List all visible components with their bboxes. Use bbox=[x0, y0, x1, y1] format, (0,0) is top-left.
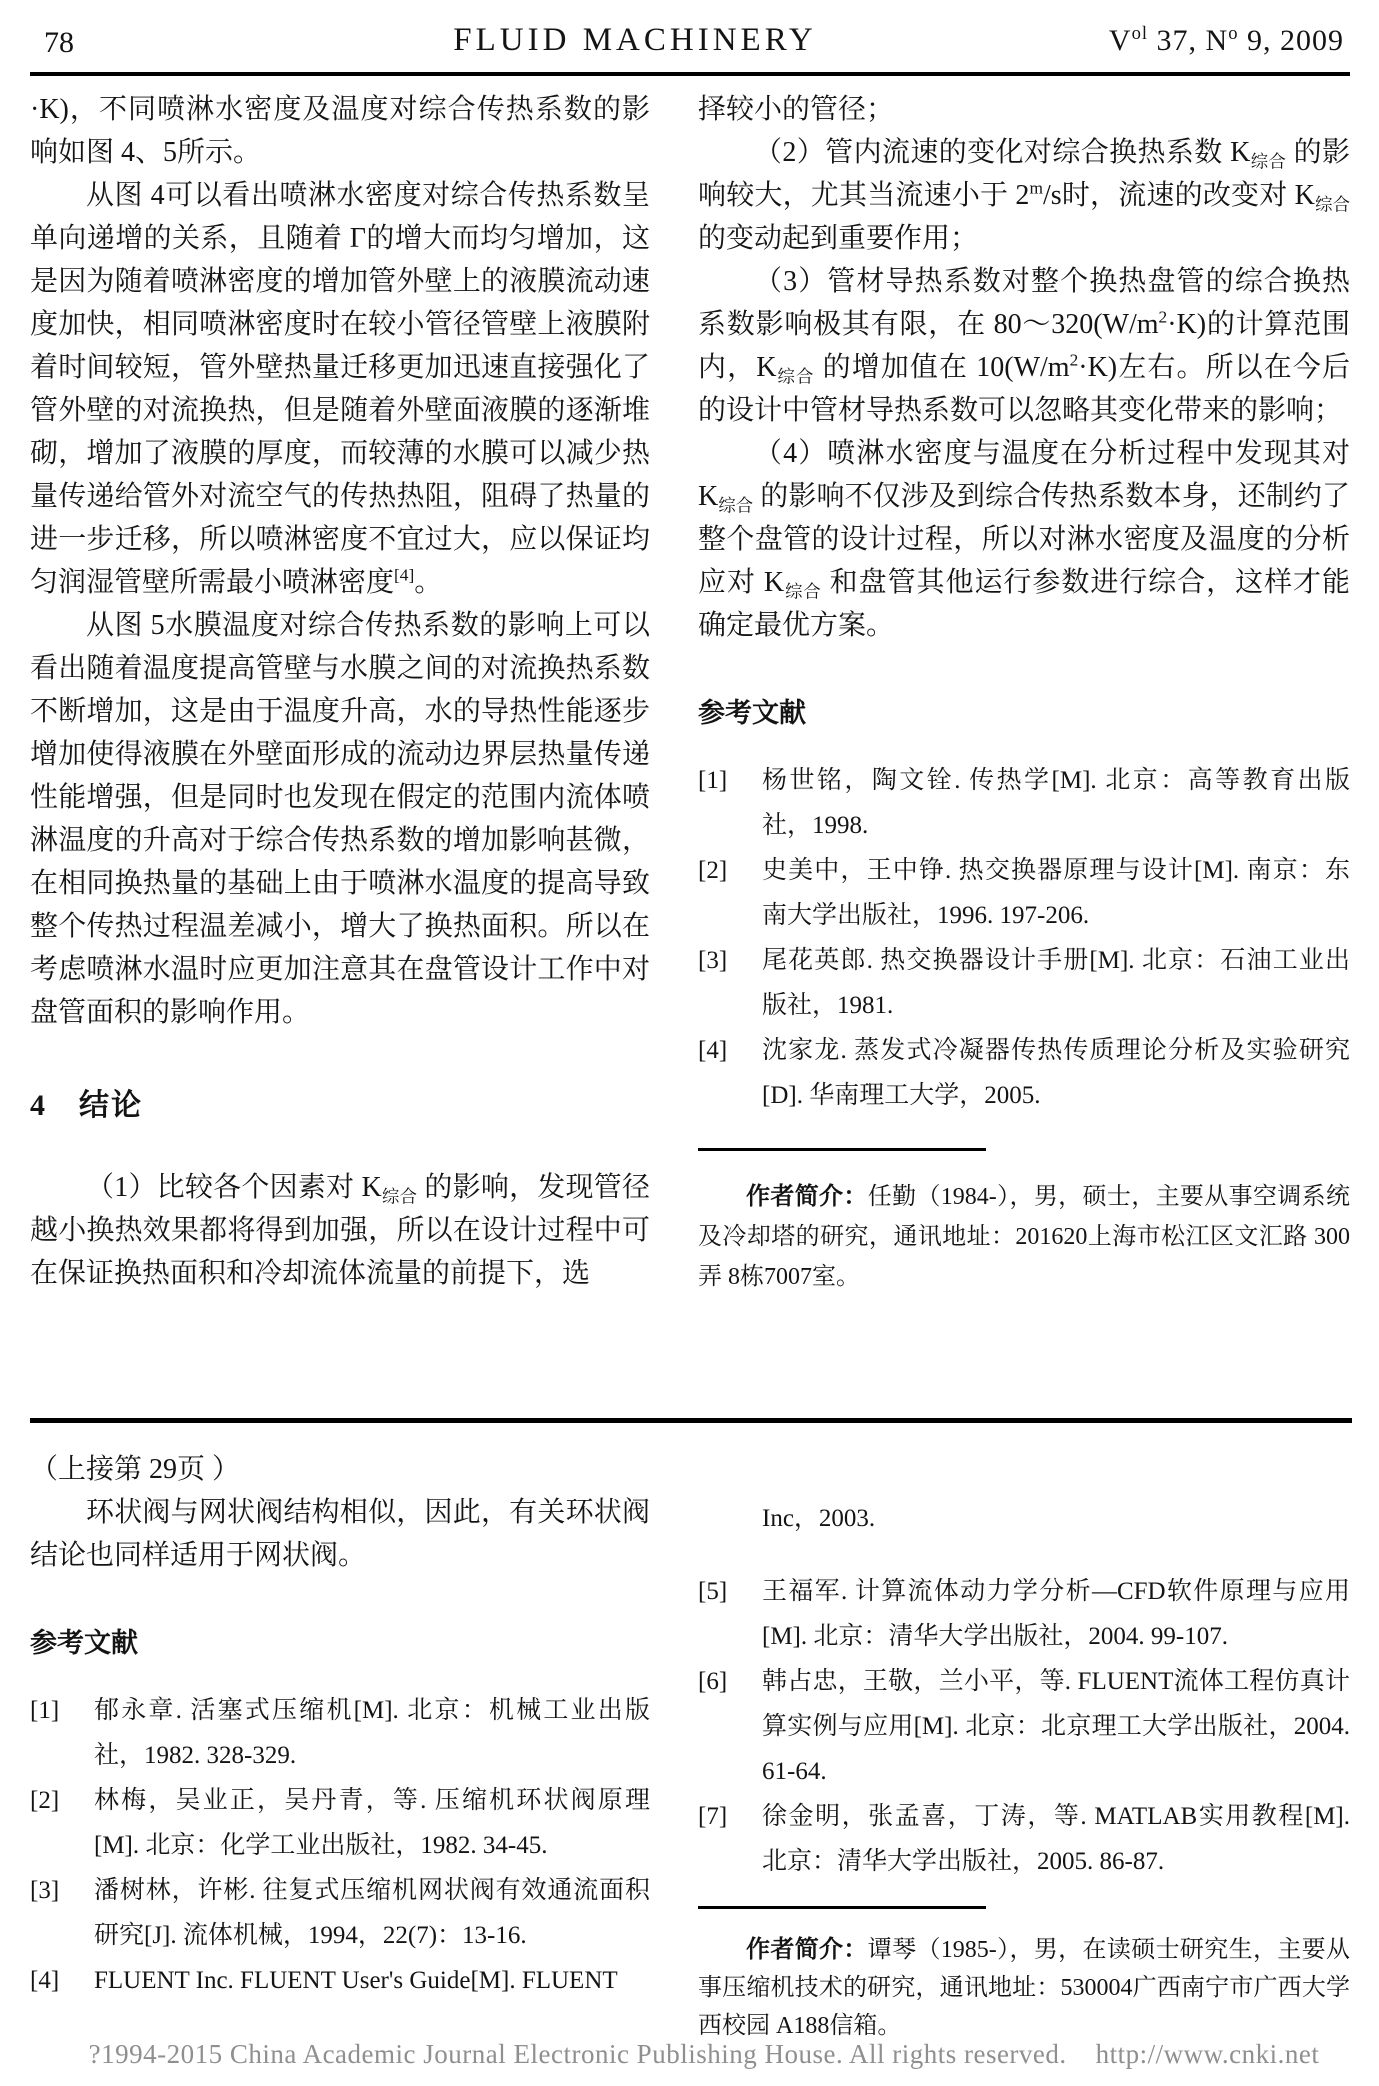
ref-text: 郁永章. 活塞式压缩机[M]. 北京：机械工业出版社，1982. 328-329. bbox=[94, 1697, 650, 1769]
ref-number: [1] bbox=[698, 767, 728, 794]
reference-item bbox=[698, 1569, 1350, 1659]
ref-number: [6] bbox=[698, 1668, 728, 1695]
references-heading: 参考文献 bbox=[30, 1628, 138, 1658]
references-heading: 参考文献 bbox=[698, 698, 806, 728]
ref-number: [3] bbox=[30, 1877, 60, 1904]
reference-item bbox=[698, 1659, 1350, 1794]
reference-item bbox=[698, 1028, 1350, 1118]
ref-text: 林梅，吴业正，吴丹青，等. 压缩机环状阀原理[M]. 北京：化学工业出版社，1982. 34-45. bbox=[94, 1787, 650, 1859]
page-number: 78 bbox=[44, 26, 74, 59]
ref-number: [2] bbox=[30, 1787, 60, 1814]
ref-number: [3] bbox=[698, 947, 728, 974]
article-divider-rule bbox=[30, 1418, 1352, 1423]
paragraph: 环状阀与网状阀结构相似，因此，有关环状阀结论也同样适用于网状阀。 bbox=[30, 1497, 650, 1571]
ref-number: [4] bbox=[698, 1037, 728, 1064]
left-column bbox=[30, 88, 650, 1297]
section-heading-conclusion: 4 结论 bbox=[30, 1089, 143, 1122]
ref-text: 王福军. 计算流体动力学分析—CFD软件原理与应用[M]. 北京：清华大学出版社，2004. 99-107. bbox=[762, 1578, 1350, 1650]
reference-item bbox=[30, 1778, 650, 1868]
ref-continuation-text: Inc，2003. bbox=[762, 1505, 876, 1532]
left-column bbox=[30, 1448, 650, 2045]
ref-text: 杨世铭，陶文铨. 传热学[M]. 北京：高等教育出版社，1998. bbox=[762, 767, 1350, 839]
ref-text: 韩占忠，王敬，兰小平，等. FLUENT流体工程仿真计算实例与应用[M]. 北京：北京理工大学出版社，2004. 61-64. bbox=[762, 1668, 1350, 1785]
author-bio: 作者简介：任勤（1984-），男，硕士，主要从事空调系统及冷却塔的研究，通讯地址：201620上海市松江区文汇路 300弄 8栋7007室。 bbox=[698, 1184, 1351, 1290]
paragraph: （4）喷淋水密度与温度在分析过程中发现其对 $K_{综合}$ 的影响不仅涉及到综合传热系数本身，还制约了整个盘管的设计过程，所以对淋水密度及温度的分析应对 $K_{综合}$ 和盘管其他运行参数进行综合，这样才能确定最优方案。 bbox=[698, 438, 1350, 641]
ref-text: FLUENT Inc. FLUENT User's Guide[M]. FLUENT bbox=[94, 1967, 618, 1994]
author-bio-rule bbox=[698, 1148, 986, 1151]
reference-item bbox=[698, 938, 1350, 1028]
ref-text: 史美中，王中铮. 热交换器原理与设计[M]. 南京：东南大学出版社，1996. 197-206. bbox=[762, 857, 1350, 929]
paragraph: 择较小的管径； bbox=[698, 94, 895, 125]
author-bio: 作者简介：谭琴（1985-），男，在读硕士研究生，主要从事压缩机技术的研究，通讯地址：530004广西南宁市广西大学西校园 A188信箱。 bbox=[698, 1937, 1351, 2039]
ref-text: 沈家龙. 蒸发式冷凝器传热传质理论分析及实验研究[D]. 华南理工大学，2005. bbox=[762, 1037, 1350, 1109]
ref-text: 尾花英郎. 热交换器设计手册[M]. 北京：石油工业出版社，1981. bbox=[762, 947, 1350, 1019]
header-rule bbox=[30, 72, 1350, 76]
right-column bbox=[698, 88, 1350, 1297]
continued-article-body bbox=[30, 1448, 1350, 2045]
paragraph: （2）管内流速的变化对综合换热系数 $K_{综合}$ 的影响较大，尤其当流速小于 2$^m$/s时，流速的改变对 $K_{综合}$ 的变动起到重要作用； bbox=[698, 137, 1350, 254]
issue-info: $V^{ol}$ 37, $N^o$ 9, 2009 bbox=[1108, 23, 1344, 57]
reference-item bbox=[698, 758, 1350, 848]
reference-item bbox=[30, 1958, 650, 2003]
paragraph: ·K)，不同喷淋水密度及温度对综合传热系数的影响如图 4、5所示。 bbox=[30, 94, 650, 168]
ref-text: 潘树林，许彬. 往复式压缩机网状阀有效通流面积研究[J]. 流体机械，1994，22(7)：13-16. bbox=[94, 1877, 650, 1949]
paragraph: （1）比较各个因素对 $K_{综合}$ 的影响，发现管径越小换热效果都将得到加强，所以在设计过程中可在保证换热面积和冷却流体流量的前提下，选 bbox=[30, 1172, 650, 1289]
paragraph: 从图 5水膜温度对综合传热系数的影响上可以看出随着温度提高管壁与水膜之间的对流换热系数不断增加，这是由于温度升高，水的导热性能逐步增加使得液膜在外壁面形成的流动边界层热量传递性能增强，但是同时也发现在假定的范围内流体喷淋温度的升高对于综合传热系数的增加影响甚微，在相同换热量的基础上由于喷淋水温度的提高导致整个传热过程温差减小，增大了换热面积。所以在考虑喷淋水温时应更加注意其在盘管设计工作中对盘管面积的影响作用。 bbox=[30, 610, 650, 1028]
reference-item bbox=[30, 1868, 650, 1958]
copyright-text: ?1994-2015 China Academic Journal Electronic Publishing House. All rights reserved. http://www.cnki.net bbox=[88, 2039, 1320, 2069]
ref-number: [2] bbox=[698, 857, 728, 884]
ref-number: [1] bbox=[30, 1697, 60, 1724]
reference-item bbox=[30, 1688, 650, 1778]
author-bio-rule bbox=[698, 1906, 986, 1909]
reference-item bbox=[698, 1794, 1350, 1884]
reference-list bbox=[30, 1688, 650, 2003]
ref-number: [4] bbox=[30, 1967, 60, 1994]
paragraph: （3）管材导热系数对整个换热盘管的综合换热系数影响极其有限，在 $80\sim 320(W/m^2\cdot K)$的计算范围内，$K_{综合}$ 的增加值在 $10(W/m^2\cdot K)$左右。所以在今后的设计中管材导热系数可以忽略其变化带来的影响； bbox=[698, 266, 1351, 426]
right-column bbox=[698, 1448, 1350, 2045]
reference-list bbox=[698, 1569, 1350, 1884]
ref-text: 徐金明，张孟喜，丁涛，等. MATLAB实用教程[M]. 北京：清华大学出版社，2005. 86-87. bbox=[762, 1803, 1350, 1875]
continued-from-note: （上接第 29页 ） bbox=[30, 1454, 241, 1485]
ref-number: [7] bbox=[698, 1803, 728, 1830]
ref-number: [5] bbox=[698, 1578, 728, 1605]
article-body bbox=[30, 88, 1350, 1297]
reference-list bbox=[698, 758, 1350, 1118]
journal-title: FLUID MACHINERY bbox=[453, 22, 817, 58]
copyright-footer bbox=[0, 2008, 1379, 2086]
reference-item bbox=[698, 848, 1350, 938]
page-header bbox=[30, 14, 1350, 72]
paragraph: 从图 4可以看出喷淋水密度对综合传热系数呈单向递增的关系，且随着 Γ的增大而均匀增加，这是因为随着喷淋密度的增加管外壁上的液膜流动速度加快，相同喷淋密度时在较小管径管壁上液膜附着时间较短，管外壁热量迁移更加迅速直接强化了管外壁的对流换热，但是随着外壁面液膜的逐渐堆砌，增加了液膜的厚度，而较薄的水膜可以减少热量传递给管外对流空气的传热热阻，阻碍了热量的进一步迁移，所以喷淋密度不宜过大，应以保证均匀润湿管壁所需最小喷淋密度[4]。 bbox=[30, 180, 650, 598]
